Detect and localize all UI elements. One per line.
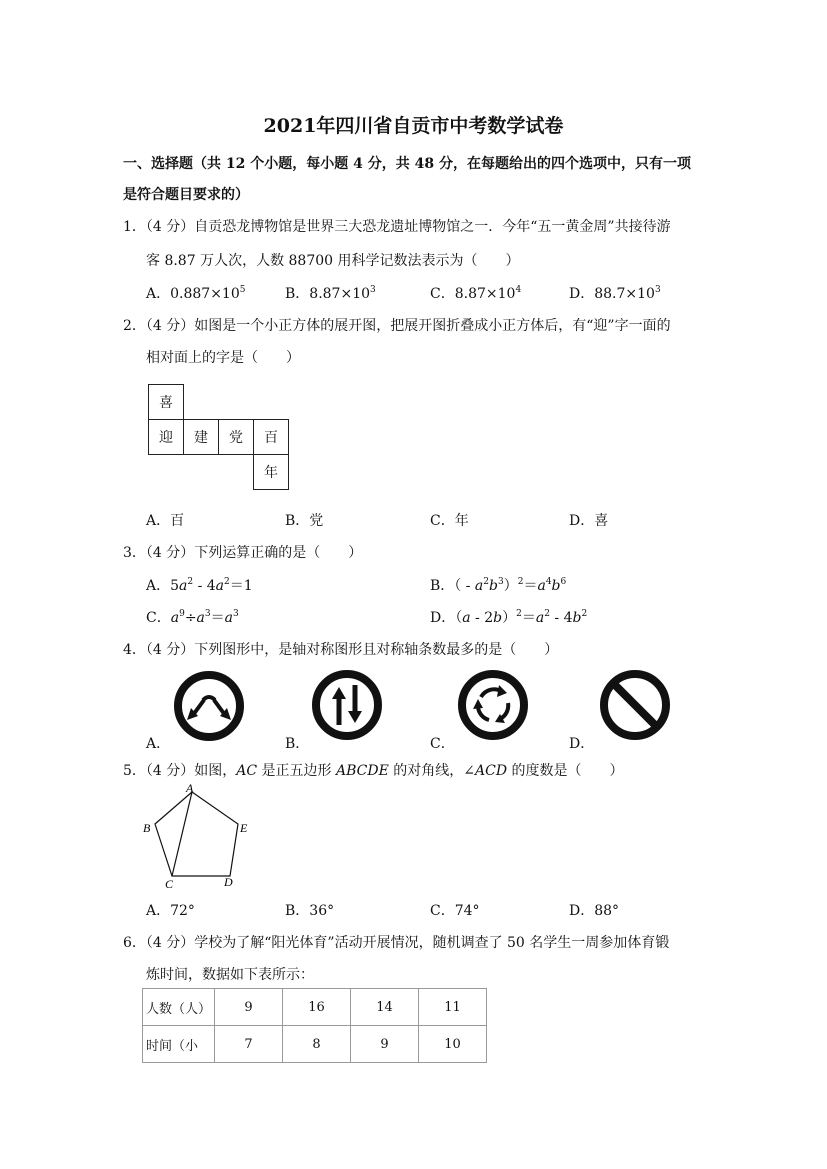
q2-stem-line1: 2．（4 分）如图是一个小正方体的展开图，把展开图折叠成小正方体后，有“迎”字一面的 xyxy=(123,318,671,334)
table-cell: 8 xyxy=(283,1026,351,1063)
cube-net xyxy=(148,384,289,490)
q4-option-b[interactable]: B． xyxy=(285,736,310,752)
q2-option-b[interactable]: B．党 xyxy=(285,513,324,529)
table-row xyxy=(143,989,487,1026)
q4-option-c[interactable]: C． xyxy=(430,736,455,752)
diagonal-ac xyxy=(172,792,192,876)
vertex-label-d: D xyxy=(224,875,233,889)
q1-option-c[interactable]: C．$8.87\times 10^4$ xyxy=(430,285,522,302)
section-heading-line2: 是符合题目要求的） xyxy=(123,187,249,203)
q5-option-a[interactable]: A．72° xyxy=(146,903,195,919)
q4-stem: 4．（4 分）下列图形中，是轴对称图形且对称轴条数最多的是（ ） xyxy=(123,642,559,658)
net-cell-bai: 百 xyxy=(254,420,289,455)
table-cell: 10 xyxy=(419,1026,487,1063)
q6-stem-line1: 6．（4 分）学校为了解“阳光体育”活动开展情况，随机调查了 50 名学生一周参加体育锻 xyxy=(123,935,670,951)
q1-option-b[interactable]: B．$8.87\times 10^3$ xyxy=(285,285,376,302)
q4-option-d[interactable]: D． xyxy=(569,736,595,752)
q1-option-d[interactable]: D．$88.7\times 10^3$ xyxy=(569,285,661,302)
pentagon-figure xyxy=(140,780,260,892)
q4-option-a[interactable]: A． xyxy=(146,736,171,752)
q1-option-a[interactable]: A．$0.887\times 10^5$ xyxy=(146,285,246,302)
table-cell: 11 xyxy=(419,989,487,1026)
q3-option-b[interactable]: B．（ - $a^2b^3)^2=a^4b^6$ xyxy=(430,577,567,594)
q2-option-c[interactable]: C．年 xyxy=(430,513,469,529)
q1-stem-line1: 1．（4 分）自贡恐龙博物馆是世界三大恐龙遗址博物馆之一．今年“五一黄金周”共接待游 xyxy=(123,219,671,235)
q2-stem-line2: 相对面上的字是（ ） xyxy=(146,350,300,366)
q5-stem: 5．（4 分）如图，AC 是正五边形 ABCDE 的对角线，∠ACD 的度数是（ ） xyxy=(123,763,624,779)
vertex-label-e: E xyxy=(240,821,248,835)
net-cell-ying: 迎 xyxy=(149,420,184,455)
sign-up-down-arrows-icon xyxy=(311,669,383,741)
net-cell-dang: 党 xyxy=(219,420,254,455)
sign-diagonal-arrows-icon xyxy=(173,670,245,742)
net-cell-jian: 建 xyxy=(184,420,219,455)
vertex-label-a: A xyxy=(186,781,194,795)
table-cell: 9 xyxy=(351,1026,419,1063)
q2-option-a[interactable]: A．百 xyxy=(146,513,185,529)
q3-option-d[interactable]: D．$(a - 2b)^2=a^2 - 4b^2$ xyxy=(430,609,588,626)
sign-roundabout-icon xyxy=(457,669,529,741)
table-cell: 14 xyxy=(351,989,419,1026)
net-cell-bottom: 年 xyxy=(254,455,289,490)
table-cell: 7 xyxy=(215,1026,283,1063)
net-cell-top: 喜 xyxy=(149,385,184,420)
q6-data-table xyxy=(142,988,487,1063)
row-head-time: 时间（小 xyxy=(143,1026,215,1063)
pentagon-abcde xyxy=(155,792,238,876)
q5-option-d[interactable]: D．88° xyxy=(569,903,620,919)
page-title: 2021年四川省自贡市中考数学试卷 xyxy=(263,115,564,137)
q3-option-a[interactable]: A．$5a^2 - 4a^2=1$ xyxy=(146,577,253,594)
table-cell: 9 xyxy=(215,989,283,1026)
vertex-label-c: C xyxy=(165,877,174,891)
section-heading-line1: 一、选择题（共 12 个小题，每小题 4 分，共 48 分，在每题给出的四个选项中，只有一项 xyxy=(123,156,691,172)
q5-option-b[interactable]: B．36° xyxy=(285,903,335,919)
vertex-label-b: B xyxy=(143,821,151,835)
table-cell: 16 xyxy=(283,989,351,1026)
q1-stem-line2: 客 8.87 万人次，人数 88700 用科学记数法表示为（ ） xyxy=(146,253,520,269)
q3-option-c[interactable]: C．$a^9\div a^3=a^3$ xyxy=(146,609,239,626)
table-row xyxy=(143,1026,487,1063)
row-head-count: 人数（人） xyxy=(143,989,215,1026)
q6-stem-line2: 炼时间，数据如下表所示： xyxy=(146,967,314,983)
q2-option-d[interactable]: D．喜 xyxy=(569,513,609,529)
q3-stem: 3．（4 分）下列运算正确的是（ ） xyxy=(123,545,363,561)
sign-prohibition-icon xyxy=(599,669,671,741)
q5-option-c[interactable]: C．74° xyxy=(430,903,480,919)
